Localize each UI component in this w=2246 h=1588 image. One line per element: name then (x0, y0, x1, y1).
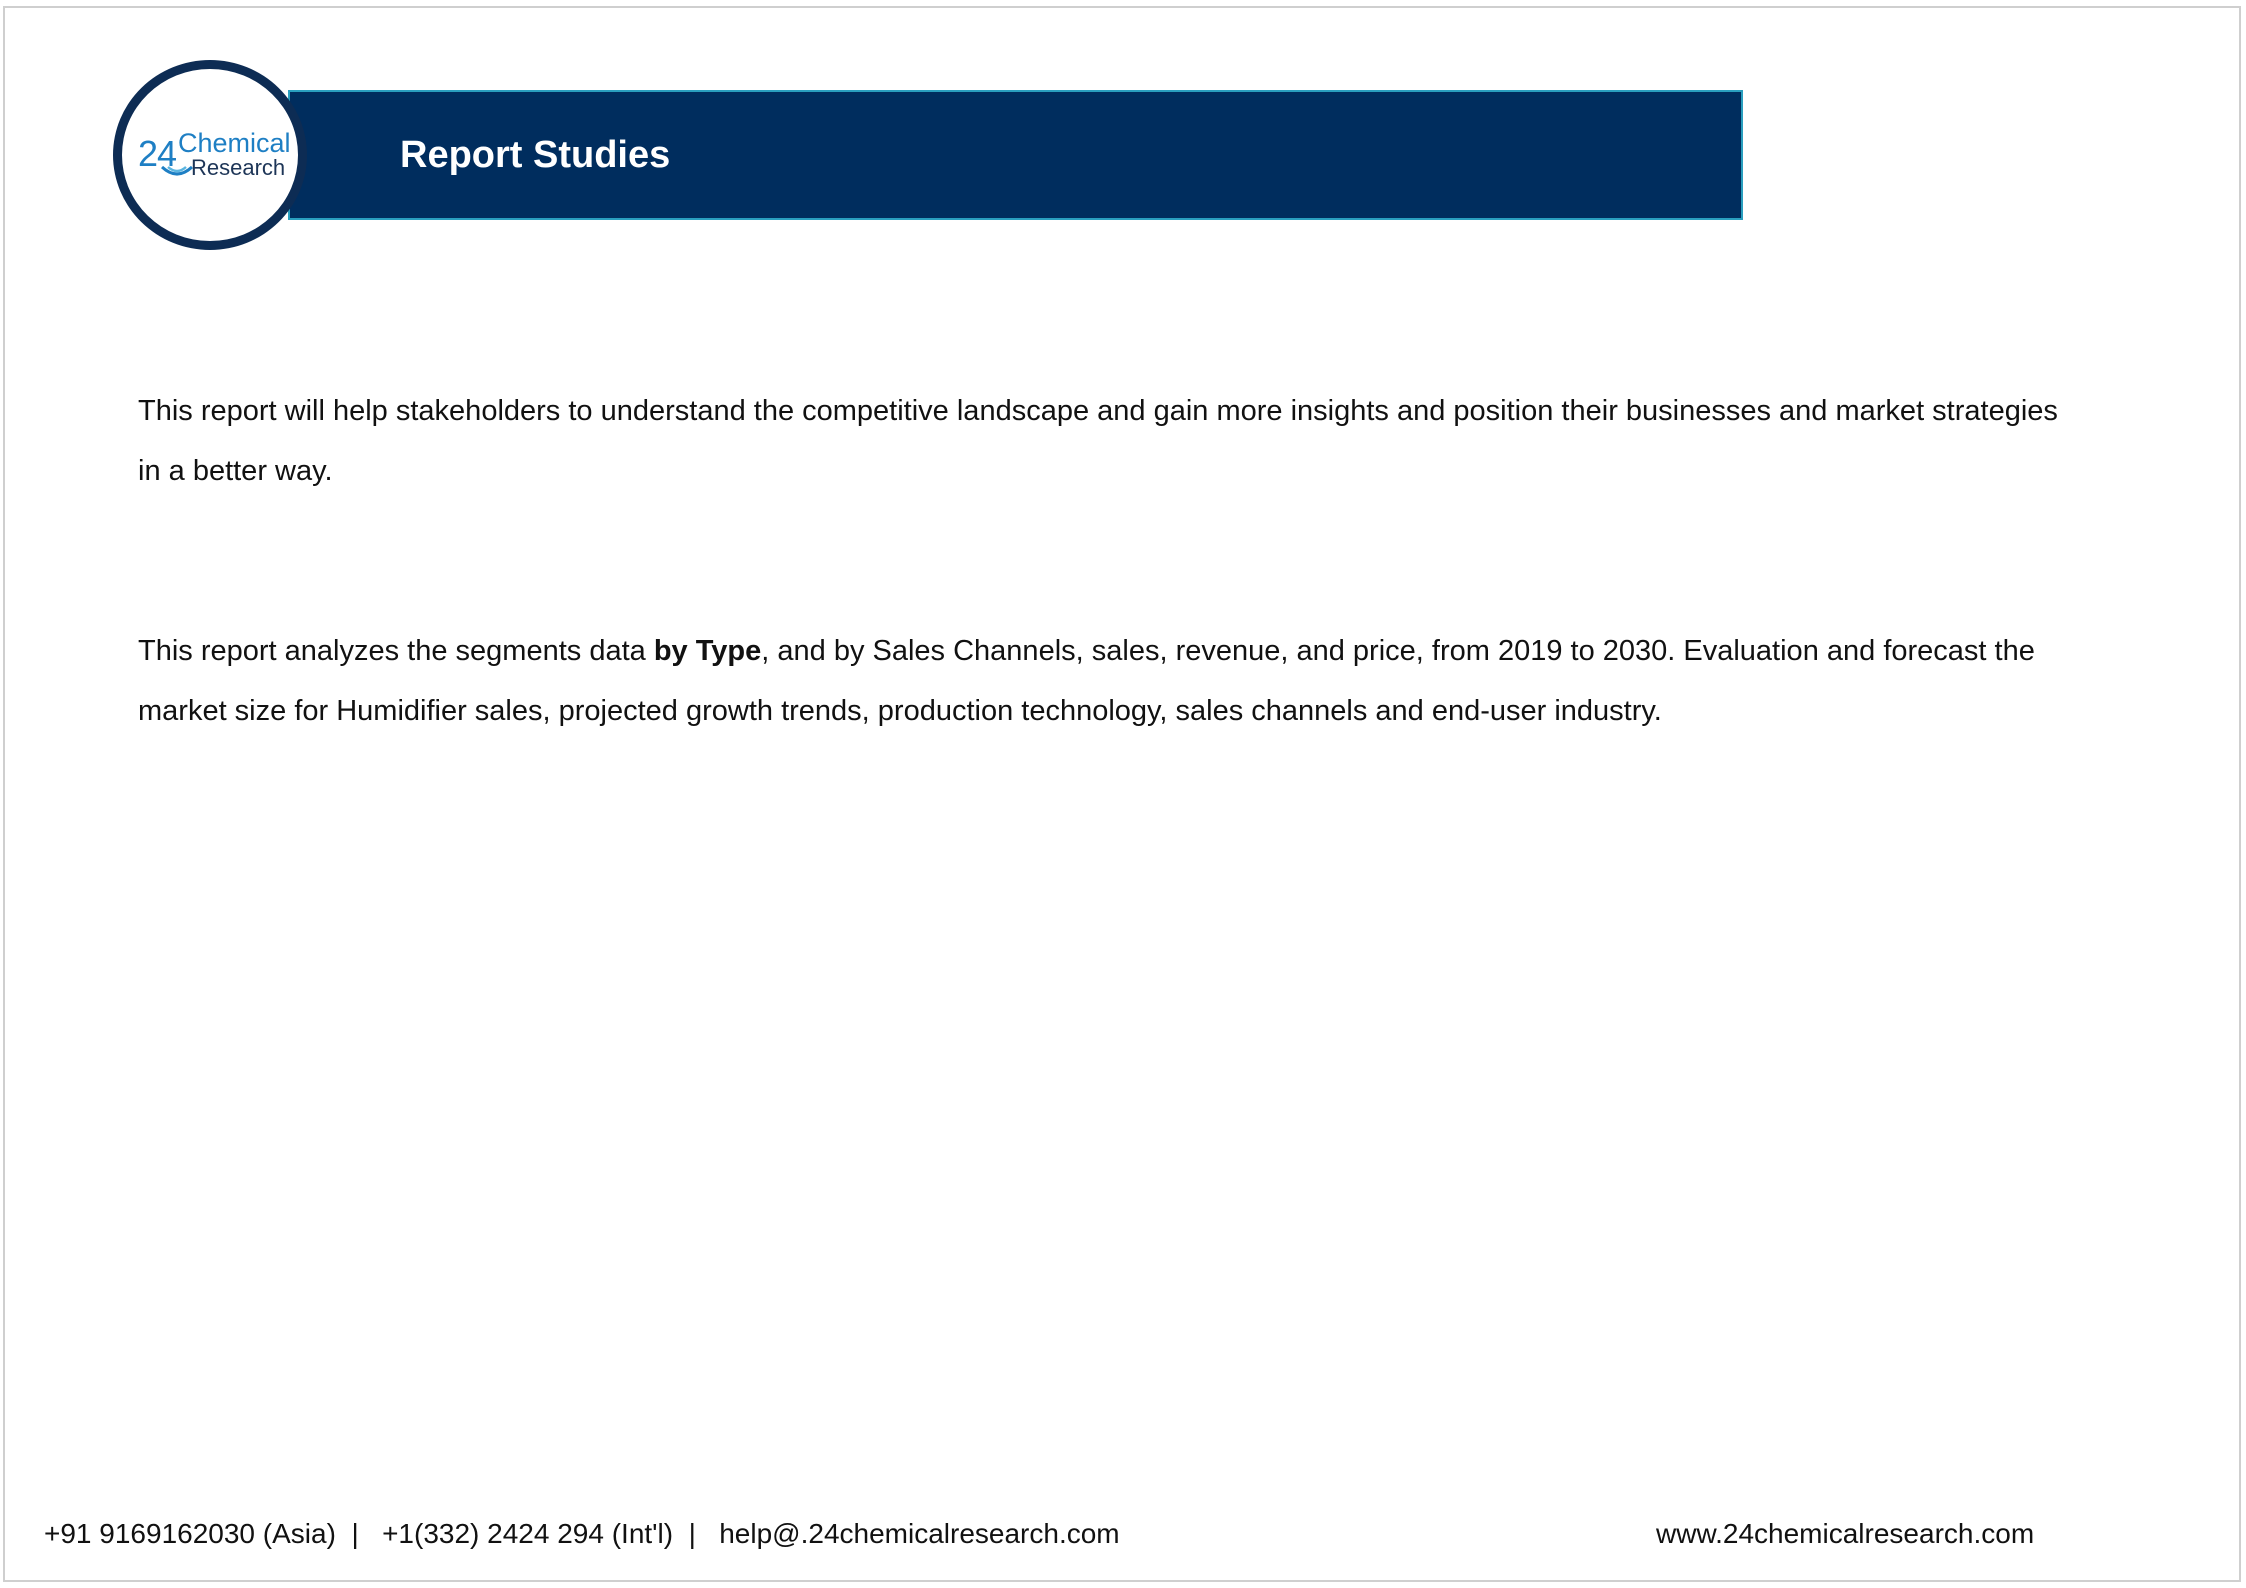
logo-text-line1: Chemical (178, 128, 291, 158)
segments-text-start: This report analyzes the segments data (138, 635, 654, 667)
segments-paragraph (138, 621, 2058, 741)
segments-text-bold: by Type (653, 635, 762, 667)
logo-swirl-icon (160, 161, 194, 183)
footer-email-link[interactable]: help@.24chemicalresearch.com (719, 1518, 1120, 1549)
page-title: Report Studies (400, 134, 671, 176)
header-banner (288, 90, 1743, 220)
footer-website-link[interactable]: www.24chemicalresearch.com (1656, 1518, 2035, 1549)
footer-phone-asia: +91 9169162030 (Asia) (44, 1518, 336, 1549)
footer-contacts (44, 1518, 1120, 1550)
footer-separator: | (335, 1518, 383, 1549)
footer-phone-intl: +1(332) 2424 294 (Int'l) (382, 1518, 674, 1549)
document-page (3, 6, 2241, 1582)
segments-text-end: , and by Sales Channels, sales, revenue, and price, from 2019 to 2030. Evaluation and forecast the market size for Humidifier sales, projected growth trends, production technology, sales channels and end-user industry. (138, 635, 2035, 727)
intro-paragraph: This report will help stakeholders to understand the competitive landscape and gain more insights and position their businesses and market strategies in a better way. (138, 395, 2058, 487)
company-logo (113, 60, 307, 250)
logo-number: 24 (138, 133, 177, 174)
footer-separator: | (673, 1518, 720, 1549)
logo-text-line2: Research (191, 155, 286, 180)
